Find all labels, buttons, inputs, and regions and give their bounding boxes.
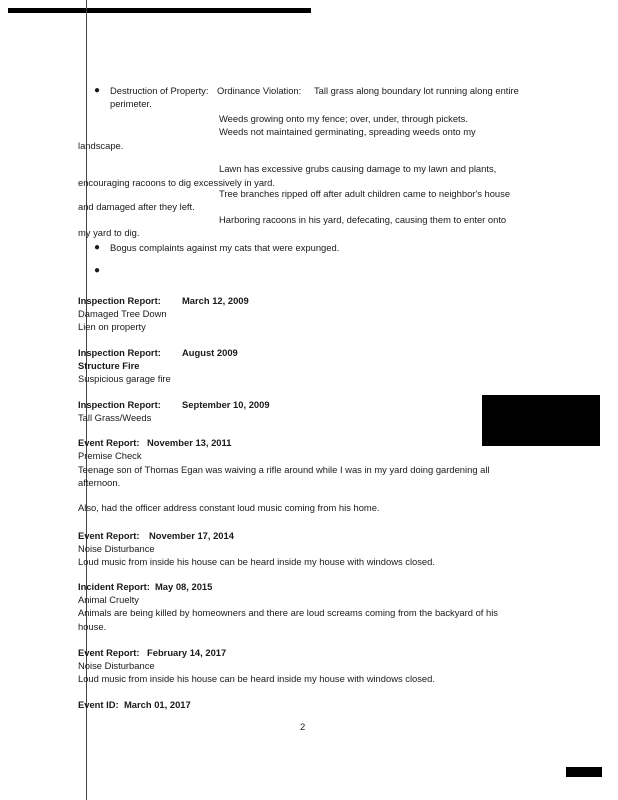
ordinance-detail: Tall grass along boundary lot running along entire [314,85,519,96]
report-line: Animals are being killed by homeowners and there are loud screams coming from the backyard of his [78,607,498,618]
redaction-block [482,395,600,446]
report-label: Event ID: [78,699,119,710]
tree-line-1: Tree branches ripped off after adult children came to neighbor's house [219,188,511,199]
report-line: Noise Disturbance [78,543,155,554]
report-label: Event Report: [78,530,140,541]
report-label: Inspection Report: [78,295,161,306]
report-line: Suspicious garage fire [78,373,171,384]
report-date: March 12, 2009 [182,295,249,306]
page-number: 2 [300,721,306,732]
weeds-line-1: Weeds growing onto my fence; over, under, through pickets. [219,113,468,124]
report-date: November 13, 2011 [147,437,232,448]
report-date: September 10, 2009 [182,399,270,410]
report-date: February 14, 2017 [147,647,227,658]
report-line: Also, had the officer address constant loud music coming from his home. [78,502,380,513]
top-scan-bar [8,8,311,13]
ordinance-detail-2: perimeter. [110,98,152,109]
ordinance-label: Ordinance Violation: [217,85,302,96]
report-line: Damaged Tree Down [78,308,167,319]
report-line: Tall Grass/Weeds [78,412,152,423]
report-line: Animal Cruelty [78,594,139,605]
bullet-icon: ● [94,242,101,253]
bullet-icon: ● [94,85,101,96]
report-line: Noise Disturbance [78,660,155,671]
report-subtitle: Structure Fire [78,360,140,371]
complaints-line: Bogus complaints against my cats that were expunged. [110,242,340,253]
property-label: Destruction of Property: [110,85,209,96]
report-line: Loud music from inside his house can be heard inside my house with windows closed. [78,673,435,684]
report-line: Lien on property [78,321,146,332]
racoons-line-2: my yard to dig. [78,227,140,238]
report-line: afternoon. [78,477,121,488]
report-date: November 17, 2014 [149,530,234,541]
report-line: house. [78,621,107,632]
report-date: May 08, 2015 [155,581,213,592]
report-label: Incident Report: [78,581,150,592]
racoons-line-1: Harboring racoons in his yard, defecating, causing them to enter onto [219,214,507,225]
report-date: August 2009 [182,347,238,358]
weeds-line-2: Weeds not maintained germinating, spreading weeds onto my [219,126,476,137]
weeds-line-3: landscape. [78,140,124,151]
report-label: Event Report: [78,647,140,658]
lawn-line-2: encouraging racoons to dig excessively in yard. [78,177,275,188]
tree-line-2: and damaged after they left. [78,201,195,212]
lawn-line-1: Lawn has excessive grubs causing damage to my lawn and plants, [219,163,497,174]
report-label: Inspection Report: [78,399,161,410]
report-line: Teenage son of Thomas Egan was waiving a rifle around while I was in my yard doing gardening all [78,464,490,475]
report-date: March 01, 2017 [124,699,191,710]
report-line: Loud music from inside his house can be heard inside my house with windows closed. [78,556,435,567]
report-line: Premise Check [78,450,142,461]
scan-mark [566,767,602,777]
report-label: Inspection Report: [78,347,161,358]
report-label: Event Report: [78,437,140,448]
bullet-icon: ● [94,265,101,276]
